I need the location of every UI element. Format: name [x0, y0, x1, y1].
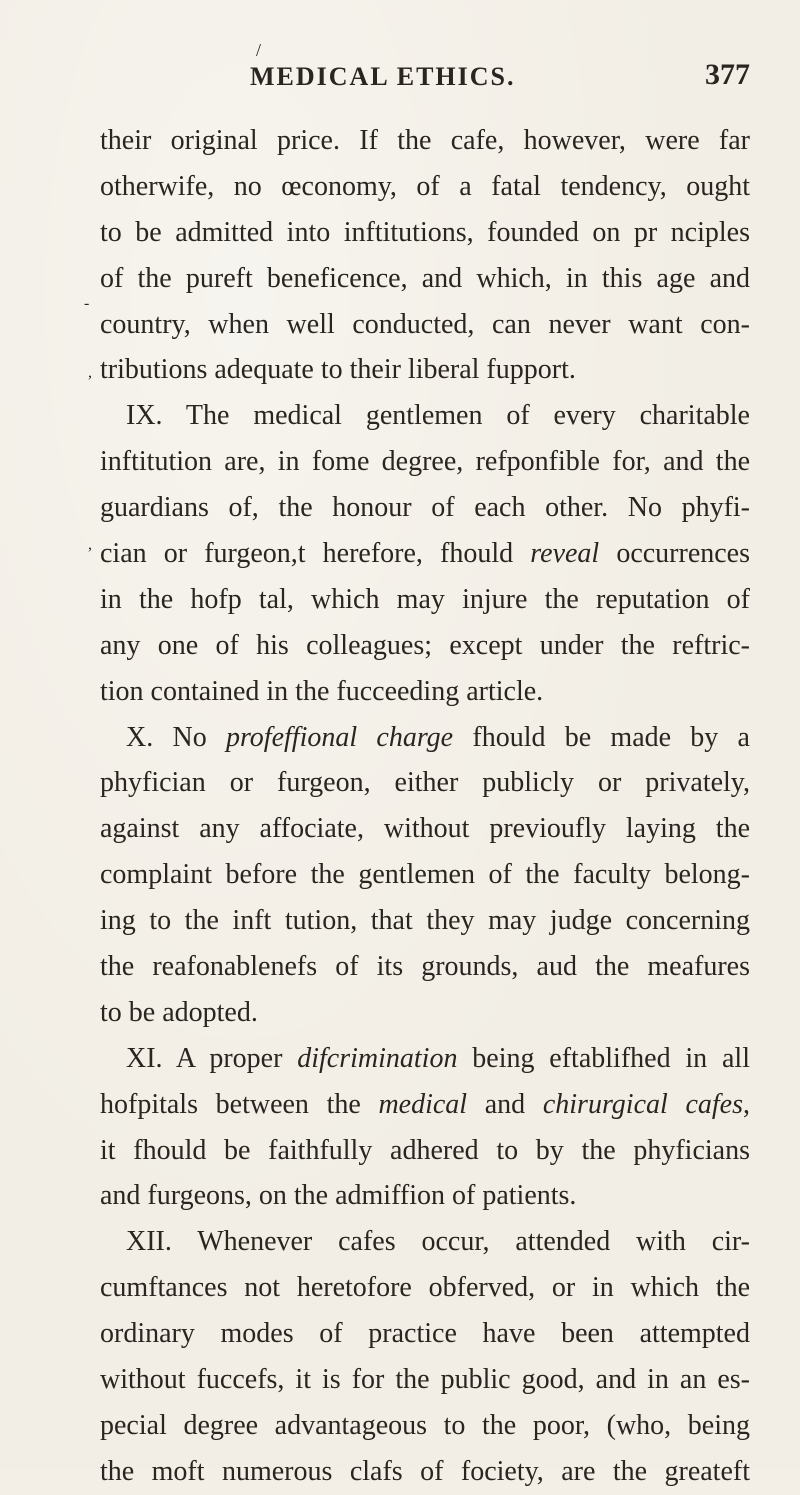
text-line — [100, 715, 750, 761]
text-line — [100, 852, 750, 898]
text-segment: X. No — [126, 721, 226, 753]
text-segment: occurrences — [599, 538, 751, 570]
text-segment: and furgeons, on the admiffion of patients. — [100, 1180, 577, 1212]
text-segment: without fuccefs, it is for the public good, and in an es- — [100, 1364, 750, 1396]
text-line — [100, 760, 750, 806]
text-segment: being eftablifhed in all — [457, 1042, 750, 1074]
text-line — [100, 1219, 750, 1265]
text-line — [100, 990, 750, 1036]
text-segment: against any affociate, without previoufly laying the — [100, 813, 750, 845]
italic-text: profeffional charge — [225, 721, 454, 753]
text-line — [100, 485, 750, 531]
text-segment: the moft numerous clafs of fociety, are the greateft — [100, 1455, 750, 1487]
text-segment: guardians of, the honour of each other. No phyfi- — [100, 492, 750, 524]
running-title: MEDICAL ETHICS. — [250, 62, 516, 91]
text-line — [100, 1082, 750, 1128]
text-line — [100, 1311, 750, 1357]
text-line — [100, 1357, 750, 1403]
text-line — [100, 806, 750, 852]
text-segment: pecial degree advantageous to the poor, (who, being — [100, 1409, 750, 1441]
text-line — [100, 1265, 750, 1311]
text-line — [100, 210, 750, 256]
text-line — [100, 302, 750, 348]
text-line — [100, 1128, 750, 1174]
text-line — [100, 669, 750, 715]
text-segment: hofpitals between the — [100, 1088, 379, 1120]
text-line — [100, 347, 750, 393]
margin-mark: , — [88, 364, 92, 381]
text-segment: XII. Whenever cafes occur, attended with cir- — [126, 1226, 750, 1258]
italic-text: reveal — [530, 538, 600, 570]
text-line — [100, 439, 750, 485]
text-line — [100, 118, 750, 164]
text-segment: fhould be made by a — [453, 721, 750, 753]
text-segment: in the hofp tal, which may injure the reputation of — [100, 583, 750, 615]
text-segment: otherwife, no œconomy, of a fatal tendency, ought — [100, 170, 750, 202]
text-segment: phyfician or furgeon, either publicly or privately, — [100, 767, 750, 799]
text-line — [100, 1403, 750, 1449]
text-segment: and — [467, 1088, 543, 1120]
text-line — [100, 393, 750, 439]
text-line — [100, 1036, 750, 1082]
text-line — [100, 898, 750, 944]
top-mark: / — [256, 40, 262, 60]
text-segment: it fhould be faithfully adhered to by the phyficians — [100, 1134, 750, 1166]
text-line — [100, 1173, 750, 1219]
text-segment: XI. A proper — [126, 1042, 298, 1074]
italic-text: chirurgical cafes — [542, 1088, 743, 1120]
running-header — [250, 58, 750, 102]
text-line — [100, 164, 750, 210]
text-line — [100, 623, 750, 669]
text-segment: ordinary modes of practice have been attempted — [100, 1318, 750, 1350]
text-segment: the reafonablenefs of its grounds, aud the meafures — [100, 951, 750, 983]
text-segment: inftitution are, in fome degree, refponfible for, and the — [100, 446, 750, 478]
margin-mark: , — [88, 536, 92, 553]
text-line — [100, 944, 750, 990]
text-segment: tion contained in the fucceeding article. — [100, 675, 544, 707]
italic-text: medical — [378, 1088, 468, 1120]
text-segment: to be adopted. — [100, 996, 258, 1028]
text-segment: IX. The medical gentlemen of every charitable — [126, 400, 750, 432]
body-text — [100, 118, 750, 1495]
text-segment: country, when well conducted, can never want con- — [100, 308, 750, 340]
text-segment: tributions adequate to their liberal fupport. — [100, 354, 576, 386]
text-line — [100, 1449, 750, 1495]
text-line — [100, 531, 750, 577]
text-line — [100, 256, 750, 302]
text-segment: , — [742, 1088, 750, 1120]
text-segment: their original price. If the cafe, however, were far — [100, 125, 750, 156]
text-segment: any one of his colleagues; except under the reftric- — [100, 629, 750, 661]
text-segment: ing to the inft tution, that they may judge concerning — [100, 905, 750, 937]
text-segment: to be admitted into inftitutions, founded on pr nciples — [100, 216, 750, 248]
text-line — [100, 577, 750, 623]
text-segment: cian or furgeon,t herefore, fhould — [100, 538, 531, 570]
text-segment: of the pureft beneficence, and which, in this age and — [100, 262, 750, 294]
page-number: 377 — [705, 58, 750, 91]
text-segment: complaint before the gentlemen of the faculty belong- — [100, 859, 750, 891]
text-segment: cumftances not heretofore obferved, or in which the — [100, 1272, 750, 1304]
margin-mark: - — [84, 295, 90, 312]
italic-text: difcrimination — [297, 1042, 458, 1074]
